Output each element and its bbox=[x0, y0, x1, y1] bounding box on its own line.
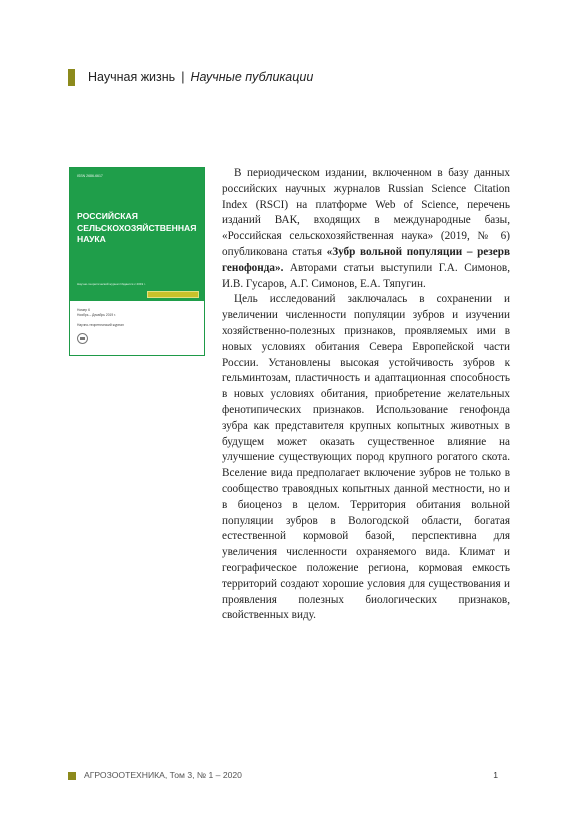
cover-issue: Номер 6 Ноябрь – Декабрь 2019 г. bbox=[77, 308, 116, 317]
page-footer bbox=[68, 770, 512, 784]
paragraph-1-text: В периодическом издании, включенном в базу данных российских научных журналов Russian Science Citation Index (RSCI) на платформе Web of Science, перечень изданий ВАК, входящих в международные базы, «Российская сельскохозяйственная наука» (2019, № 6) опубликована статья bbox=[222, 167, 510, 258]
cover-note: Научно-теоретический журнал Издается с 2019 г. bbox=[77, 282, 146, 286]
header-section: Научная жизнь bbox=[88, 70, 176, 84]
cover-logo-icon bbox=[77, 333, 88, 344]
footer-accent-square bbox=[68, 772, 76, 780]
journal-cover-image bbox=[69, 167, 205, 356]
cover-badge bbox=[147, 291, 199, 298]
paragraph-1-authors: Авторами статьи выступили Г.А. Симонов, И.В. Гусаров, А.Г. Симонов, Е.А. Тяпугин. bbox=[222, 261, 510, 290]
header-subsection: Научные публикации bbox=[190, 70, 314, 84]
cover-journal-type: Научно-теоретический журнал bbox=[77, 323, 124, 327]
header-accent-bar bbox=[68, 69, 75, 86]
header-separator: | bbox=[181, 70, 185, 84]
running-header bbox=[68, 68, 313, 86]
page-number: 1 bbox=[493, 770, 498, 780]
cover-title: РОССИЙСКАЯ СЕЛЬСКОХОЗЯЙСТВЕННАЯ НАУКА bbox=[77, 211, 197, 244]
paragraph-1 bbox=[222, 166, 510, 292]
footer-journal-title: АГРОЗООТЕХНИКА, Том 3, № 1 – 2020 bbox=[84, 770, 242, 780]
cover-green-panel bbox=[70, 168, 204, 301]
paragraph-2: Цель исследований заключалась в сохранении и увеличении численности популяции зубров и изучении хозяйственно-полезных признаков, проявляемых ими в новых условиях обитания Севера Европейской части России. Установлены высокая устойчивость зубров к гельминтозам, пластичность и адаптационная способность в новых условиях обитания, приобретение желательных фенотипических признаков. Использование генофонда зубра как представителя крупных копытных животных в будущем может оказать существенное влияние на улучшение существующих пород крупного рогатого скота. Вселение вида предполагает включение зубров не только в сообщество травоядных копытных данной местности, но и в биоценоз в целом. Территория обитания вольной популяции зубров в Вологодской области, богатая естественной кормовой базой, перспективна для увеличения численности охраняемого вида. Климат и географическое положение региона, кормовая емкость территорий создают хорошие условия для существования и проявления полезных биологических признаков, свойственных виду. bbox=[222, 293, 510, 622]
article-body bbox=[222, 166, 510, 624]
cover-issn: ISSN 2686-6617 bbox=[77, 174, 103, 178]
article-title-bold: «Зубр вольной популяции – резерв генофонда». bbox=[222, 245, 510, 274]
